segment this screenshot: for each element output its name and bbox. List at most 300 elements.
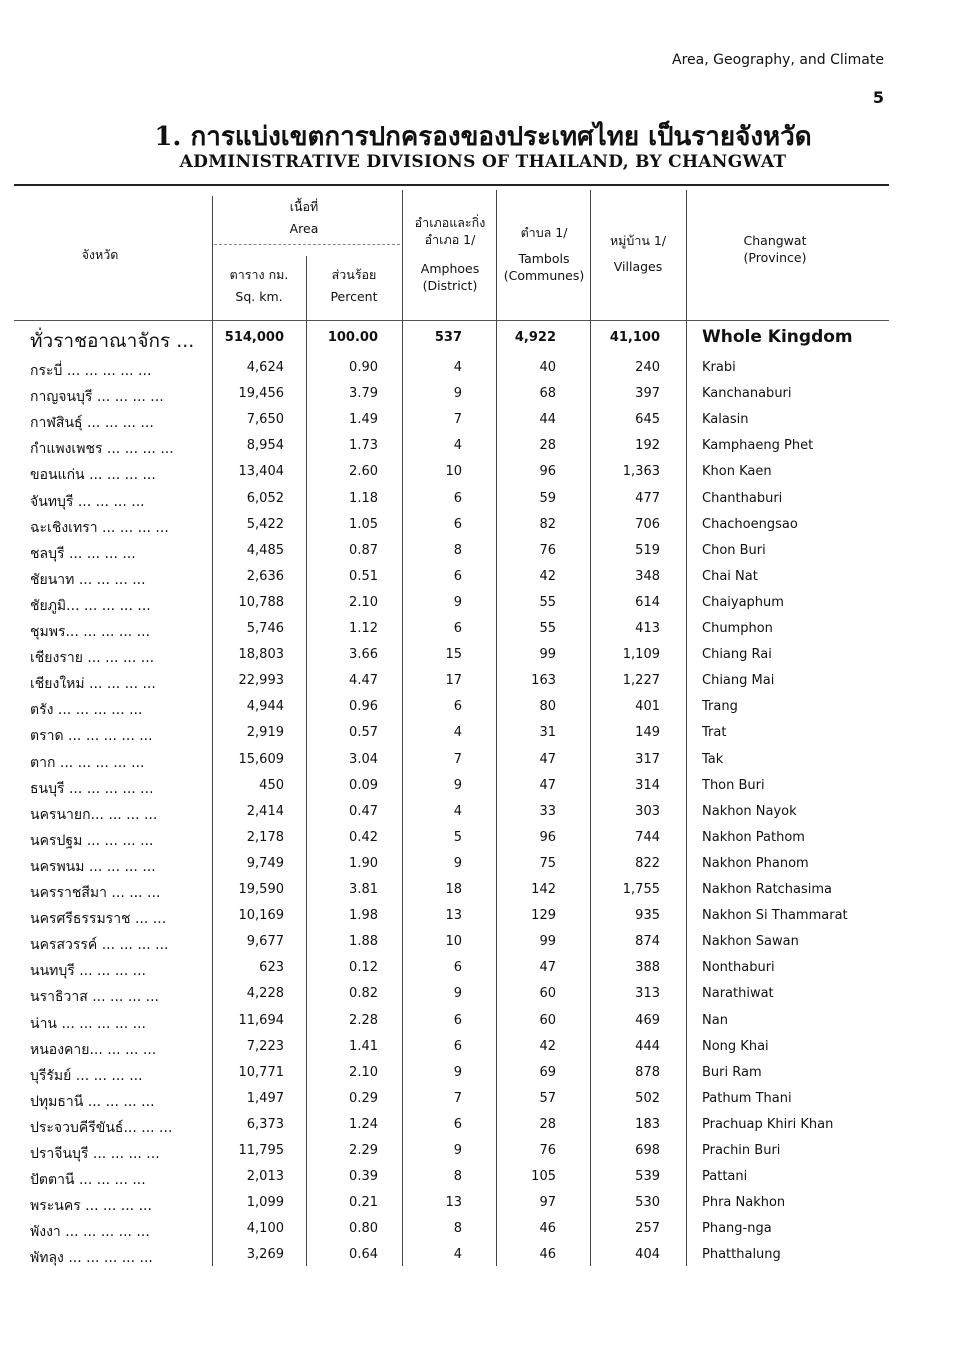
province-english: Trat: [702, 725, 727, 741]
area-sqkm: 11,795: [238, 1143, 284, 1158]
area-percent: 2.60: [349, 464, 378, 480]
top-rule: [14, 184, 889, 186]
province-english: Tak: [702, 751, 724, 767]
province-english: Krabi: [702, 360, 736, 375]
province-thai: น่าน ... ... ... ... ...: [30, 1015, 147, 1032]
area-percent: 0.51: [349, 568, 378, 584]
area-percent: 1.49: [349, 412, 378, 428]
table-row: [0, 643, 966, 669]
area-percent: 0.12: [349, 960, 378, 976]
province-english: Nakhon Phanom: [702, 855, 809, 871]
amphoes: 9: [453, 855, 462, 871]
area-percent: 3.81: [349, 882, 378, 897]
villages: 303: [635, 803, 660, 819]
table-row: [0, 721, 966, 747]
province-thai: ธนบุรี ... ... ... ... ...: [30, 780, 154, 797]
province-thai: นครศรีธรรมราช ... ...: [30, 911, 167, 928]
area-percent: 2.10: [349, 1064, 378, 1080]
villages: 539: [635, 1169, 660, 1185]
tambols: 163: [531, 673, 556, 689]
area-sqkm: 4,100: [246, 1221, 284, 1237]
area-sqkm: 1,099: [246, 1195, 284, 1211]
tambols: 80: [539, 699, 556, 715]
province-english: Chon Buri: [702, 542, 766, 558]
province-thai: เชียงราย ... ... ... ...: [30, 650, 155, 667]
area-sqkm: 5,746: [246, 621, 284, 636]
province-english: Kanchanaburi: [702, 386, 792, 402]
amphoes: 6: [453, 568, 462, 584]
province-english: Nakhon Pathom: [702, 829, 805, 845]
area-sqkm: 2,636: [246, 568, 284, 584]
amphoes: 4: [453, 438, 462, 454]
header-amphoe-th: อำเภอและกิ่งอำเภอ 1/: [414, 215, 486, 247]
amphoes: 4: [453, 803, 462, 819]
tambols: 75: [539, 855, 556, 871]
area-sqkm: 7,223: [246, 1038, 284, 1054]
area-sqkm: 6,373: [246, 1116, 284, 1132]
area-percent: 0.29: [349, 1090, 378, 1106]
province-english: Kalasin: [702, 412, 749, 428]
tambols: 99: [539, 934, 556, 950]
table-row: [0, 356, 966, 382]
amphoes: 6: [453, 516, 462, 532]
table-row: [0, 1243, 966, 1269]
province-thai: บุรีรัมย์ ... ... ... ...: [30, 1067, 143, 1084]
area-sqkm: 623: [259, 960, 284, 976]
running-head: Area, Geography, and Climate: [672, 52, 884, 68]
header-tambol-en: Tambols (Communes): [503, 251, 585, 283]
amphoes: 13: [445, 908, 462, 924]
area-sqkm: 10,169: [238, 908, 284, 924]
title-english: ADMINISTRATIVE DIVISIONS OF THAILAND, BY CHANGWAT: [179, 152, 787, 172]
villages: 257: [635, 1221, 660, 1237]
area-percent: 0.57: [349, 725, 378, 741]
area-sqkm: 5,422: [246, 516, 284, 532]
province-english: Whole Kingdom: [702, 327, 853, 347]
tambols: 96: [539, 464, 556, 480]
province-thai: ตราด ... ... ... ... ...: [30, 728, 153, 745]
province-english: Phang-nga: [702, 1221, 772, 1237]
area-percent: 1.73: [349, 438, 378, 454]
province-english: Nakhon Sawan: [702, 934, 799, 950]
province-thai: หนองคาย... ... ... ...: [30, 1041, 157, 1058]
header-area-th: เนื้อที่: [289, 199, 319, 214]
area-percent: 1.41: [349, 1038, 378, 1054]
amphoes: 17: [445, 673, 462, 689]
area-percent: 3.79: [349, 386, 378, 402]
province-english: Chiang Rai: [702, 647, 772, 663]
table-row: [0, 591, 966, 617]
amphoes: 4: [453, 360, 462, 375]
amphoes: 9: [453, 594, 462, 610]
table-row: [0, 774, 966, 800]
province-english: Phra Nakhon: [702, 1195, 786, 1211]
tambols: 46: [539, 1221, 556, 1237]
table-row: [0, 826, 966, 852]
area-sqkm: 15,609: [238, 751, 284, 767]
amphoes: 13: [445, 1195, 462, 1211]
area-percent: 0.21: [349, 1195, 378, 1211]
table-row: [0, 1035, 966, 1061]
amphoes: 7: [453, 751, 462, 767]
province-english: Chumphon: [702, 621, 773, 636]
amphoes: 9: [453, 1143, 462, 1158]
area-percent: 1.90: [349, 855, 378, 871]
amphoes: 6: [453, 960, 462, 976]
area-sqkm: 11,694: [238, 1012, 284, 1028]
province-english: Trang: [702, 699, 738, 715]
province-english: Nong Khai: [702, 1038, 769, 1054]
area-sqkm: 2,013: [246, 1169, 284, 1185]
tambols: 47: [539, 751, 556, 767]
table-row: [0, 565, 966, 591]
area-percent: 0.42: [349, 829, 378, 845]
amphoes: 8: [453, 542, 462, 558]
villages: 878: [635, 1064, 660, 1080]
area-percent: 0.96: [349, 699, 378, 715]
table-row: [0, 460, 966, 486]
province-thai: ปัตตานี ... ... ... ...: [30, 1172, 146, 1189]
area-sqkm: 4,228: [246, 986, 284, 1002]
table-row: [0, 513, 966, 539]
province-thai: กระบี่ ... ... ... ... ...: [30, 363, 152, 379]
province-english: Kamphaeng Phet: [702, 438, 814, 454]
area-percent: 1.18: [349, 490, 378, 506]
villages: 41,100: [609, 330, 660, 345]
tambols: 47: [539, 960, 556, 976]
tambols: 97: [539, 1195, 556, 1211]
province-thai: กาฬสินธุ์ ... ... ... ...: [30, 415, 154, 432]
header-bottom-rule: [14, 320, 889, 321]
table-row: [0, 748, 966, 774]
villages: 645: [635, 412, 660, 428]
area-percent: 2.28: [349, 1012, 378, 1028]
tambols: 33: [539, 803, 556, 819]
tambols: 28: [539, 438, 556, 454]
amphoes: 15: [445, 647, 462, 663]
province-thai: นราธิวาส ... ... ... ...: [30, 989, 159, 1006]
header-sqkm-th: ตาราง กม.: [229, 267, 289, 282]
area-percent: 100.00: [327, 330, 378, 345]
amphoes: 5: [453, 829, 462, 845]
area-percent: 0.82: [349, 986, 378, 1002]
villages: 192: [635, 438, 660, 454]
villages: 1,109: [622, 647, 660, 663]
table-row: [0, 382, 966, 408]
province-thai: ชุมพร... ... ... ... ...: [30, 624, 151, 640]
area-percent: 1.98: [349, 908, 378, 924]
tambols: 68: [539, 386, 556, 402]
tambols: 142: [531, 882, 556, 897]
province-english: Nan: [702, 1012, 728, 1028]
area-sqkm: 9,677: [246, 934, 284, 950]
province-english: Chiang Mai: [702, 673, 775, 689]
tambols: 4,922: [514, 330, 556, 345]
province-english: Narathiwat: [702, 986, 774, 1002]
province-thai: ตรัง ... ... ... ... ...: [30, 702, 143, 719]
header-tambol-th: ตำบล 1/: [520, 225, 568, 240]
header-village-th: หมู่บ้าน 1/: [609, 233, 667, 248]
area-percent: 1.88: [349, 934, 378, 950]
tambols: 105: [531, 1169, 556, 1185]
villages: 502: [635, 1090, 660, 1106]
tambols: 55: [539, 621, 556, 636]
area-sqkm: 450: [259, 777, 284, 793]
area-sqkm: 13,404: [238, 464, 284, 480]
province-thai: ปทุมธานี ... ... ... ...: [30, 1093, 155, 1110]
province-english: Pathum Thani: [702, 1090, 792, 1106]
province-thai: ตาก ... ... ... ... ...: [30, 754, 145, 771]
area-sqkm: 514,000: [224, 330, 284, 345]
villages: 388: [635, 960, 660, 976]
area-sqkm: 2,178: [246, 829, 284, 845]
header-area-en: Area: [289, 221, 319, 236]
table-row: [0, 1217, 966, 1243]
province-english: Nakhon Nayok: [702, 803, 797, 819]
province-thai: จันทบุรี ... ... ... ...: [30, 493, 145, 510]
amphoes: 7: [453, 412, 462, 428]
area-percent: 0.39: [349, 1169, 378, 1185]
table-row: [0, 800, 966, 826]
province-english: Thon Buri: [702, 777, 765, 793]
villages: 1,755: [622, 882, 660, 897]
header-thai-name: จังหวัด: [81, 247, 119, 262]
table-row: [0, 617, 966, 643]
table-row: [0, 408, 966, 434]
table-row: [0, 669, 966, 695]
tambols: 42: [539, 1038, 556, 1054]
villages: 469: [635, 1012, 660, 1028]
amphoes: 6: [453, 490, 462, 506]
area-percent: 2.29: [349, 1143, 378, 1158]
amphoes: 9: [453, 386, 462, 402]
area-sqkm: 4,944: [246, 699, 284, 715]
header-changwat: Changwat (Province): [743, 233, 807, 265]
tambols: 46: [539, 1247, 556, 1263]
villages: 313: [635, 986, 660, 1002]
area-percent: 1.05: [349, 516, 378, 532]
area-sqkm: 2,919: [246, 725, 284, 741]
province-thai: นครนายก... ... ... ...: [30, 806, 158, 823]
area-percent: 0.87: [349, 542, 378, 558]
header-percent-th: ส่วนร้อย: [331, 267, 377, 282]
amphoes: 18: [445, 882, 462, 897]
tambols: 31: [539, 725, 556, 741]
villages: 149: [635, 725, 660, 741]
amphoes: 6: [453, 1038, 462, 1054]
table-row: [0, 1087, 966, 1113]
tambols: 76: [539, 542, 556, 558]
villages: 444: [635, 1038, 660, 1054]
table-row: [0, 487, 966, 513]
villages: 317: [635, 751, 660, 767]
amphoes: 7: [453, 1090, 462, 1106]
villages: 706: [635, 516, 660, 532]
area-percent: 3.04: [349, 751, 378, 767]
area-sqkm: 19,590: [238, 882, 284, 897]
province-english: Nonthaburi: [702, 960, 775, 976]
tambols: 57: [539, 1090, 556, 1106]
amphoes: 537: [434, 330, 462, 345]
province-thai: ปราจีนบุรี ... ... ... ...: [30, 1146, 160, 1162]
province-thai: นครปฐม ... ... ... ...: [30, 832, 154, 849]
province-thai: ชลบุรี ... ... ... ...: [30, 545, 136, 562]
table-row: [0, 434, 966, 460]
table-row-total: [0, 326, 966, 352]
table-row: [0, 1113, 966, 1139]
table-row: [0, 1191, 966, 1217]
amphoes: 6: [453, 699, 462, 715]
province-english: Nakhon Si Thammarat: [702, 908, 848, 924]
amphoes: 6: [453, 1116, 462, 1132]
amphoes: 6: [453, 1012, 462, 1028]
tambols: 44: [539, 412, 556, 428]
province-thai: นครราชสีมา ... ... ...: [30, 885, 161, 901]
table-row: [0, 904, 966, 930]
villages: 404: [635, 1247, 660, 1263]
tambols: 40: [539, 360, 556, 375]
villages: 314: [635, 777, 660, 793]
villages: 698: [635, 1143, 660, 1158]
province-english: Nakhon Ratchasima: [702, 882, 832, 897]
amphoes: 9: [453, 777, 462, 793]
tambols: 76: [539, 1143, 556, 1158]
amphoes: 6: [453, 621, 462, 636]
area-sqkm: 7,650: [246, 412, 284, 428]
province-english: Khon Kaen: [702, 464, 772, 480]
villages: 413: [635, 621, 660, 636]
amphoes: 8: [453, 1221, 462, 1237]
area-percent: 0.47: [349, 803, 378, 819]
province-thai: ประจวบคีรีขันธ์... ... ...: [30, 1119, 173, 1136]
table-row: [0, 930, 966, 956]
province-thai: พระนคร ... ... ... ...: [30, 1198, 152, 1215]
amphoes: 8: [453, 1169, 462, 1185]
villages: 1,227: [622, 673, 660, 689]
table-row: [0, 852, 966, 878]
tambols: 129: [531, 908, 556, 924]
villages: 530: [635, 1195, 660, 1211]
province-english: Phatthalung: [702, 1247, 781, 1263]
header-percent-en: Percent: [330, 289, 378, 304]
province-thai: ชัยนาท ... ... ... ...: [30, 571, 146, 588]
tambols: 42: [539, 568, 556, 584]
amphoes: 4: [453, 1247, 462, 1263]
province-thai: นครพนม ... ... ... ...: [30, 858, 156, 875]
villages: 348: [635, 568, 660, 584]
villages: 401: [635, 699, 660, 715]
villages: 874: [635, 934, 660, 950]
villages: 477: [635, 490, 660, 506]
table-row: [0, 1009, 966, 1035]
villages: 183: [635, 1116, 660, 1132]
province-thai: กำแพงเพชร ... ... ... ...: [30, 441, 174, 458]
province-thai: เชียงใหม่ ... ... ... ...: [30, 676, 156, 693]
table-row: [0, 1139, 966, 1165]
province-thai: พัทลุง ... ... ... ... ...: [30, 1250, 153, 1267]
villages: 519: [635, 542, 660, 558]
tambols: 55: [539, 594, 556, 610]
amphoes: 10: [445, 464, 462, 480]
area-sqkm: 6,052: [246, 490, 284, 506]
province-english: Chaiyaphum: [702, 594, 784, 610]
table-row: [0, 1165, 966, 1191]
table-row: [0, 1061, 966, 1087]
area-sqkm: 4,624: [246, 360, 284, 375]
area-sqkm: 2,414: [246, 803, 284, 819]
villages: 240: [635, 360, 660, 375]
tambols: 99: [539, 647, 556, 663]
area-sqkm: 8,954: [246, 438, 284, 454]
province-english: Chachoengsao: [702, 516, 798, 532]
amphoes: 10: [445, 934, 462, 950]
province-thai: ทั่วราชอาณาจักร ...: [30, 330, 195, 352]
tambols: 59: [539, 490, 556, 506]
area-sqkm: 10,788: [238, 594, 284, 610]
table-row: [0, 878, 966, 904]
header-area-divider: [214, 244, 400, 245]
table-row: [0, 695, 966, 721]
province-thai: นครสวรรค์ ... ... ... ...: [30, 937, 169, 954]
title-thai: 1. การแบ่งเขตการปกครองของประเทศไทย เป็นรายจังหวัด: [154, 122, 812, 152]
villages: 744: [635, 829, 660, 845]
villages: 397: [635, 386, 660, 402]
tambols: 60: [539, 1012, 556, 1028]
province-thai: พังงา ... ... ... ... ...: [30, 1224, 150, 1241]
tambols: 47: [539, 777, 556, 793]
province-english: Prachin Buri: [702, 1143, 781, 1158]
tambols: 28: [539, 1116, 556, 1132]
area-percent: 3.66: [349, 647, 378, 663]
header-village-en: Villages: [613, 259, 663, 274]
area-sqkm: 1,497: [246, 1090, 284, 1106]
province-thai: ขอนแก่น ... ... ... ...: [30, 467, 156, 484]
area-percent: 0.90: [349, 360, 378, 375]
area-sqkm: 18,803: [238, 647, 284, 663]
province-english: Pattani: [702, 1169, 748, 1185]
area-percent: 1.12: [349, 621, 378, 636]
province-english: Chai Nat: [702, 568, 758, 584]
area-sqkm: 9,749: [246, 855, 284, 871]
province-thai: กาญจนบุรี ... ... ... ...: [30, 389, 164, 406]
province-thai: นนทบุรี ... ... ... ...: [30, 963, 146, 980]
tambols: 96: [539, 829, 556, 845]
header-sqkm-en: Sq. km.: [235, 289, 283, 304]
villages: 614: [635, 594, 660, 610]
area-percent: 1.24: [349, 1116, 378, 1132]
table-row: [0, 539, 966, 565]
area-percent: 4.47: [349, 673, 378, 689]
amphoes: 9: [453, 986, 462, 1002]
province-english: Chanthaburi: [702, 490, 783, 506]
tambols: 69: [539, 1064, 556, 1080]
area-percent: 0.80: [349, 1221, 378, 1237]
tambols: 60: [539, 986, 556, 1002]
amphoes: 4: [453, 725, 462, 741]
area-sqkm: 10,771: [238, 1064, 284, 1080]
area-sqkm: 19,456: [238, 386, 284, 402]
province-english: Buri Ram: [702, 1064, 762, 1080]
villages: 935: [635, 908, 660, 924]
area-sqkm: 22,993: [238, 673, 284, 689]
villages: 1,363: [622, 464, 660, 480]
amphoes: 9: [453, 1064, 462, 1080]
province-english: Prachuap Khiri Khan: [702, 1116, 834, 1132]
table-row: [0, 982, 966, 1008]
area-sqkm: 3,269: [246, 1247, 284, 1263]
header-amphoe-en: Amphoes (District): [420, 261, 480, 293]
tambols: 82: [539, 516, 556, 532]
